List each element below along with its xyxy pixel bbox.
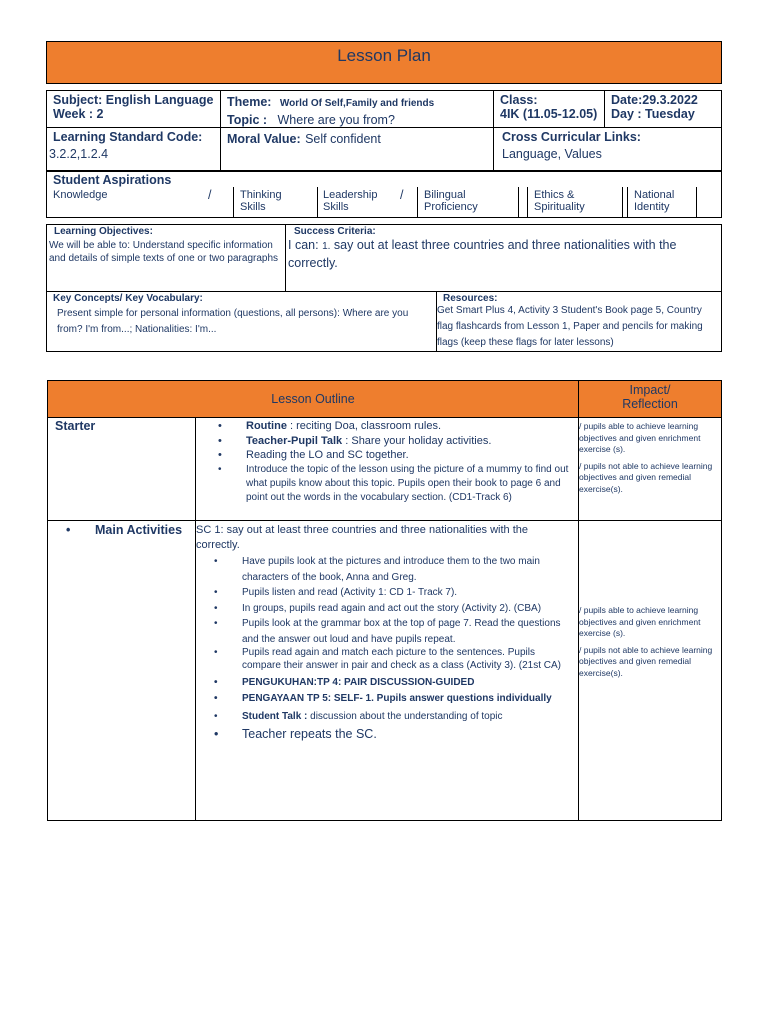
learning-objectives-cell: [46, 224, 286, 292]
week-label: Week : 2: [53, 107, 104, 121]
success-criteria-number: 1.: [322, 241, 331, 252]
lesson-outline-header: [47, 380, 579, 418]
aspiration-knowledge: Knowledge: [53, 189, 108, 201]
aspiration-thinking-line2: Skills: [240, 201, 266, 213]
aspiration-leadership-line1: Leadership: [323, 189, 378, 201]
theme-label: Theme:: [227, 95, 272, 109]
aspiration-leadership-box: [317, 187, 381, 218]
main-activities-label-cell: [47, 520, 196, 821]
starter-list: [200, 419, 574, 505]
topic-label: Topic :: [227, 113, 268, 127]
learning-objectives-text: We will be able to: Understand specific information and details of simple texts of one or two paragraphs: [49, 240, 279, 264]
starter-content-cell: [195, 417, 579, 521]
aspiration-national-box: [627, 187, 697, 218]
impact-heading-line2: Reflection: [622, 397, 678, 411]
learning-standard-cell: [46, 127, 221, 171]
list-item: • Pupils listen and read (Activity 1: CD 1- Track 7).: [196, 585, 574, 601]
class-cell: [493, 90, 605, 128]
main-activities-content-cell: [195, 520, 579, 821]
cross-curricular-cell: [493, 127, 722, 171]
list-item: • In groups, pupils read again and act out the story (Activity 2). (CBA): [196, 601, 574, 617]
list-item: • Routine : reciting Doa, classroom rules.: [200, 419, 574, 434]
lesson-plan-title-bar: [46, 41, 722, 84]
success-criteria-text: say out at least three countries and three nationalities with the correctly.: [288, 238, 677, 270]
lesson-outline-heading: Lesson Outline: [271, 392, 355, 406]
moral-value-text: Self confident: [305, 132, 381, 146]
aspiration-leadership-line2: Skills: [323, 201, 349, 213]
main-activities-list: [196, 554, 574, 742]
main-impact-able: / pupils able to achieve learning objectives and given enrichment exercise (s).: [579, 605, 701, 638]
aspiration-knowledge-mark: /: [208, 188, 212, 202]
list-item: • Have pupils look at the pictures and introduce them to the two main characters of the book, Anna and Greg.: [196, 554, 574, 585]
date-cell: [604, 90, 722, 128]
student-aspirations-section: [46, 171, 722, 218]
date-label: Date:29.3.2022: [611, 93, 698, 107]
aspiration-ethics-line2: Spirituality: [534, 201, 585, 213]
cross-curricular-label: Cross Curricular Links:: [502, 130, 641, 144]
list-item: • Pupils read again and match each picture to the sentences. Pupils compare their answer in pair and check as a class (Activity 3). (21st CA): [196, 647, 574, 672]
aspiration-bilingual-line2: Proficiency: [424, 201, 478, 213]
list-item: • Introduce the topic of the lesson using the picture of a mummy to find out what pupils know about this topic. Pupils open their book to page 6 and point out the words in the vocabulary section. (CD1-Track 6): [200, 463, 574, 505]
success-criteria-cell: [285, 224, 722, 292]
learning-objectives-heading: Learning Objectives:: [54, 226, 153, 237]
main-activities-label-list: [48, 523, 195, 537]
main-activities-label: • Main Activities: [48, 523, 195, 537]
moral-value-label: Moral Value:: [227, 132, 301, 146]
list-item: • Teacher-Pupil Talk : Share your holiday activities.: [200, 434, 574, 449]
learning-standard-label: Learning Standard Code:: [53, 130, 203, 144]
aspirations-heading: Student Aspirations: [53, 173, 172, 187]
class-label: Class:: [500, 93, 538, 107]
list-item: • PENGUKUHAN:TP 4: PAIR DISCUSSION-GUIDED: [196, 675, 574, 691]
impact-reflection-header: [578, 380, 722, 418]
main-impact-not-able: / pupils not able to achieve learning objectives and given remedial exercise(s).: [579, 644, 713, 678]
aspiration-ethics-line1: Ethics &: [534, 189, 575, 201]
success-criteria-lead: I can:: [288, 238, 319, 252]
day-label: Day : Tuesday: [611, 107, 695, 121]
theme-topic-cell: [220, 90, 494, 128]
key-vocabulary-cell: [46, 291, 437, 352]
learning-standard-value: 3.2.2,1.2.4: [49, 147, 109, 161]
success-criteria-heading: Success Criteria:: [294, 226, 376, 237]
starter-impact-able: / pupils able to achieve learning objectives and given enrichment exercise (s).: [579, 421, 701, 454]
class-value: 4IK (11.05-12.05): [500, 107, 598, 121]
resources-heading: Resources:: [443, 293, 498, 304]
topic-value: Where are you from?: [277, 113, 395, 127]
list-item: • Student Talk : discussion about the understanding of topic: [196, 709, 574, 725]
starter-impact-cell: [578, 417, 722, 521]
page-title: Lesson Plan: [337, 46, 431, 65]
aspiration-bilingual-line1: Bilingual: [424, 189, 466, 201]
aspiration-national-line2: Identity: [634, 201, 670, 213]
aspiration-thinking-line1: Thinking: [240, 189, 282, 201]
list-item: • Reading the LO and SC together.: [200, 448, 574, 463]
moral-value-cell: [220, 127, 494, 171]
key-vocabulary-heading: Key Concepts/ Key Vocabulary:: [53, 293, 203, 304]
main-activities-sc: SC 1: say out at least three countries and three nationalities with the correctly.: [196, 524, 529, 551]
starter-label-cell: [47, 417, 196, 521]
starter-impact-not-able: / pupils not able to achieve learning objectives and given remedial exercise(s).: [579, 460, 713, 494]
key-vocabulary-text: Present simple for personal information (questions, all persons): Where are you from? I'm from...; Nationalities: I'm...: [57, 308, 409, 335]
resources-cell: [436, 291, 722, 352]
aspiration-thinking-box: [233, 187, 318, 218]
main-impact-cell: [578, 520, 722, 821]
aspiration-national-line1: National: [634, 189, 675, 201]
impact-heading-line1: Impact/: [629, 383, 671, 397]
starter-label: Starter: [55, 419, 96, 433]
resources-text: Get Smart Plus 4, Activity 3 Student's Book page 5, Country flag flashcards from Lesson 1, Paper and pencils for making flags (keep these flags for later lessons): [437, 305, 703, 348]
list-item: • Teacher repeats the SC.: [196, 727, 574, 743]
aspiration-bilingual-box: [417, 187, 519, 218]
subject-label: Subject: English Language: [53, 93, 214, 107]
cross-curricular-value: Language, Values: [502, 147, 602, 161]
aspiration-ethics-box: [527, 187, 623, 218]
list-item: • PENGAYAAN TP 5: SELF- 1. Pupils answer questions individually: [196, 691, 574, 707]
theme-value: World Of Self,Family and friends: [279, 98, 435, 109]
aspiration-leadership-mark: /: [400, 188, 404, 202]
subject-cell: [46, 90, 221, 128]
list-item: • Pupils look at the grammar box at the top of page 7. Read the questions and the answer out loud and have pupils repeat.: [196, 616, 574, 647]
